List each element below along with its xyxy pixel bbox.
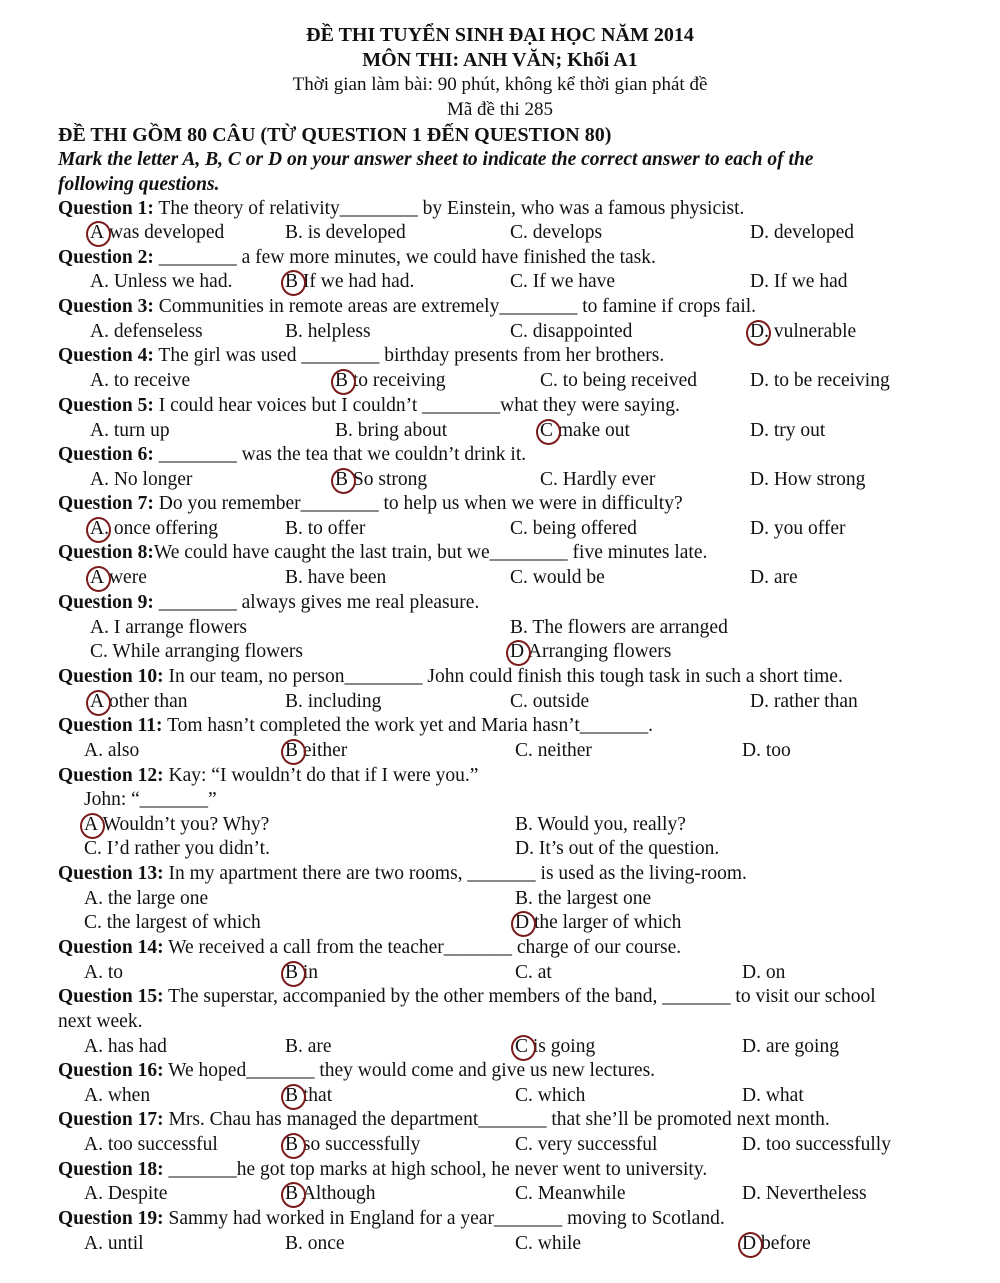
question-label: Question 10: <box>58 666 164 687</box>
option-text: is going <box>528 1036 596 1057</box>
option-text: too successful <box>102 1134 218 1155</box>
option-letter: D. <box>742 1036 761 1057</box>
option-text: either <box>298 740 348 761</box>
answer-option-d[interactable] <box>750 270 847 294</box>
option-text: are going <box>760 1036 839 1057</box>
question-text: ________ a few more minutes, we could have finished the task. <box>153 247 656 268</box>
option-letter: A. <box>84 1134 103 1155</box>
option-text: too <box>760 740 791 761</box>
question-text: In my apartment there are two rooms, _______ is used as the living-room. <box>163 863 747 884</box>
option-text: the largest one <box>532 888 652 909</box>
answer-option-b[interactable] <box>335 369 445 393</box>
circled-answer-letter: B <box>285 271 299 292</box>
option-text: to receive <box>108 370 191 391</box>
answer-option-d[interactable] <box>742 961 785 985</box>
circled-answer-letter: D <box>515 912 530 933</box>
answer-option-d[interactable] <box>750 566 798 590</box>
answer-option-a[interactable] <box>90 270 232 294</box>
question-stem <box>58 1059 655 1083</box>
answer-option-c[interactable] <box>515 1232 581 1256</box>
answer-option-a[interactable] <box>84 1232 144 1256</box>
option-text: are <box>768 567 798 588</box>
option-letter: C. <box>90 641 108 662</box>
option-letter: C. <box>84 912 102 933</box>
instruction-line-1: Mark the letter A, B, C or D on your answer sheet to indicate the correct answer to each of the <box>58 149 814 170</box>
option-text: The flowers are arranged <box>527 617 728 638</box>
question-label: Question 15: <box>58 986 164 1007</box>
option-text: so successfully <box>298 1134 421 1155</box>
question-text: Sammy had worked in England for a year_______ moving to Scotland. <box>163 1208 725 1229</box>
option-letter: C. <box>510 691 528 712</box>
option-letter: D. <box>750 222 769 243</box>
exam-title: ĐỀ THI TUYỂN SINH ĐẠI HỌC NĂM 2014 <box>306 24 694 46</box>
option-text: very successful <box>532 1134 658 1155</box>
option-text: which <box>532 1085 586 1106</box>
option-text: Despite <box>102 1183 168 1204</box>
question-label: Question 11: <box>58 715 163 736</box>
option-text: defenseless <box>108 321 203 342</box>
option-letter: C. <box>540 370 558 391</box>
option-text: neither <box>532 740 592 761</box>
option-letter: A. <box>84 962 103 983</box>
option-letter: D. <box>750 518 769 539</box>
option-letter: D. <box>742 1183 761 1204</box>
option-text: you offer <box>768 518 846 539</box>
option-letter: C. <box>510 518 528 539</box>
answer-option-a[interactable] <box>84 1035 167 1059</box>
answer-option-d[interactable] <box>742 1035 839 1059</box>
answer-option-b[interactable] <box>285 961 318 985</box>
question-text: ________ always gives me real pleasure. <box>153 592 480 613</box>
question-stem <box>58 1158 707 1182</box>
option-letter: B. <box>510 617 528 638</box>
answer-option-d[interactable] <box>750 468 865 492</box>
option-letter: A. <box>84 740 103 761</box>
option-text: If we had had. <box>298 271 415 292</box>
option-letter: C. <box>540 469 558 490</box>
answer-option-d[interactable] <box>750 517 846 541</box>
question-stem <box>58 714 653 738</box>
option-text: to offer <box>302 518 366 539</box>
answer-option-a[interactable] <box>90 566 147 590</box>
answer-option-a[interactable] <box>90 517 218 541</box>
question-label: Question 8: <box>58 542 154 563</box>
question-text: Communities in remote areas are extremely________ to famine if crops fail. <box>153 296 757 317</box>
answer-option-d[interactable] <box>742 1182 867 1206</box>
question-label: Question 18: <box>58 1159 164 1180</box>
option-letter: D. <box>750 420 769 441</box>
option-letter: A. <box>90 469 109 490</box>
option-text: turn up <box>108 420 170 441</box>
option-letter: D. <box>742 740 761 761</box>
option-text: the larger of which <box>529 912 682 933</box>
answer-option-d[interactable] <box>742 739 791 763</box>
option-letter: C. <box>515 962 533 983</box>
question-label: Question 12: <box>58 765 164 786</box>
option-text: has had <box>102 1036 167 1057</box>
option-letter: A. <box>84 888 103 909</box>
option-text: once <box>302 1233 345 1254</box>
option-letter: B. <box>285 1233 303 1254</box>
option-text: have been <box>302 567 387 588</box>
answer-option-b[interactable] <box>285 739 347 763</box>
answer-option-c[interactable] <box>84 911 261 935</box>
instruction-line-2: following questions. <box>58 174 220 195</box>
circled-answer-letter: B <box>335 370 349 391</box>
question-label: Question 7: <box>58 493 154 514</box>
question-text: Kay: “I wouldn’t do that if I were you.” <box>163 765 479 786</box>
question-stem <box>58 197 744 221</box>
option-text: developed <box>768 222 854 243</box>
option-text: outside <box>527 691 590 712</box>
exam-duration: Thời gian làm bài: 90 phút, không kể thời gian phát đề <box>292 74 708 95</box>
option-text: too successfully <box>760 1134 891 1155</box>
option-letter: C. <box>515 740 533 761</box>
option-text: Meanwhile <box>532 1183 626 1204</box>
option-letter: C. <box>510 321 528 342</box>
option-text: what <box>760 1085 804 1106</box>
option-text: Would you, really? <box>532 814 686 835</box>
option-text: helpless <box>302 321 371 342</box>
option-text: disappointed <box>527 321 633 342</box>
circled-answer-letter: D <box>742 1233 757 1254</box>
option-text: until <box>102 1233 144 1254</box>
option-letter: A. <box>84 1233 103 1254</box>
circled-answer-letter: D <box>750 321 765 342</box>
option-letter: B. <box>515 814 533 835</box>
option-text: develops <box>527 222 603 243</box>
answer-option-d[interactable] <box>510 640 671 664</box>
option-letter: B. <box>335 420 353 441</box>
question-stem <box>58 394 680 418</box>
option-letter: A. <box>84 1183 103 1204</box>
answer-option-c[interactable] <box>515 1182 626 1206</box>
option-text: While arranging flowers <box>107 641 304 662</box>
circled-answer-letter: A <box>84 814 99 835</box>
circled-answer-letter: B <box>285 962 299 983</box>
option-letter: D. <box>742 962 761 983</box>
answer-option-a[interactable] <box>84 1084 150 1108</box>
answer-option-a[interactable] <box>90 419 170 443</box>
answer-option-c[interactable] <box>515 739 592 763</box>
option-text: is developed <box>302 222 406 243</box>
question-continuation: next week. <box>58 1011 143 1032</box>
answer-option-c[interactable] <box>515 1133 657 1157</box>
option-letter: D. <box>750 370 769 391</box>
answer-option-b[interactable] <box>285 566 386 590</box>
option-text: when <box>102 1085 151 1106</box>
option-text: to being received <box>557 370 698 391</box>
answer-option-d[interactable] <box>742 1084 804 1108</box>
option-letter: D. <box>750 271 769 292</box>
option-text: bring about <box>352 420 448 441</box>
answer-option-b[interactable] <box>285 1084 332 1108</box>
option-text: How strong <box>768 469 866 490</box>
answer-option-a[interactable] <box>84 1182 167 1206</box>
option-letter: C. <box>510 271 528 292</box>
option-letter: D. <box>742 1085 761 1106</box>
exam-subject: MÔN THI: ANH VĂN; Khối A1 <box>362 49 638 71</box>
option-letter: C. <box>510 567 528 588</box>
option-text: while <box>532 1233 582 1254</box>
answer-option-d[interactable] <box>750 320 856 344</box>
answer-option-b[interactable] <box>285 270 414 294</box>
option-text: Wouldn’t you? Why? <box>98 814 270 835</box>
question-stem <box>58 443 526 467</box>
question-label: Question 3: <box>58 296 154 317</box>
option-text: Unless we had. <box>108 271 233 292</box>
question-stem <box>58 665 843 689</box>
option-text: I’d rather you didn’t. <box>101 838 270 859</box>
option-letter: D. <box>742 1134 761 1155</box>
question-stem <box>58 591 479 615</box>
answer-option-b[interactable] <box>335 468 427 492</box>
question-text: Mrs. Chau has managed the department_______ that she’ll be promoted next month. <box>163 1109 830 1130</box>
circled-answer-letter: A <box>90 222 105 243</box>
option-text: also <box>102 740 140 761</box>
question-text: We received a call from the teacher_______ charge of our course. <box>163 937 682 958</box>
answer-option-d[interactable] <box>515 911 681 935</box>
option-letter: C. <box>515 1085 533 1106</box>
option-text: that <box>298 1085 333 1106</box>
question-text: We hoped_______ they would come and give us new lectures. <box>163 1060 656 1081</box>
option-text: I arrange flowers <box>108 617 248 638</box>
circled-answer-letter: D <box>510 641 525 662</box>
circled-answer-letter: B <box>285 1183 299 1204</box>
option-text: Although <box>298 1183 376 1204</box>
question-text: I could hear voices but I couldn’t ________what they were saying. <box>153 395 680 416</box>
question-label: Question 17: <box>58 1109 164 1130</box>
answer-option-d[interactable] <box>750 690 858 714</box>
option-text: If we had <box>768 271 848 292</box>
option-text: being offered <box>527 518 637 539</box>
question-stem <box>58 344 664 368</box>
circled-answer-letter: B <box>285 1134 299 1155</box>
answer-option-b[interactable] <box>285 1035 332 1059</box>
option-text: rather than <box>768 691 858 712</box>
question-stem <box>58 764 478 788</box>
answer-option-c[interactable] <box>540 468 655 492</box>
option-letter: B. <box>285 691 303 712</box>
circled-answer-letter: C <box>540 420 554 441</box>
question-stem <box>58 492 683 516</box>
option-letter: A. <box>84 1036 103 1057</box>
question-text: The superstar, accompanied by the other members of the band, _______ to visit our school <box>163 986 876 1007</box>
answer-option-a[interactable] <box>90 320 203 344</box>
answer-option-a[interactable] <box>90 369 190 393</box>
answer-option-a[interactable] <box>84 739 139 763</box>
question-stem <box>58 246 656 270</box>
option-text: before <box>756 1233 811 1254</box>
circled-answer-letter: B <box>285 1085 299 1106</box>
question-label: Question 6: <box>58 444 154 465</box>
question-label: Question 2: <box>58 247 154 268</box>
answer-option-d[interactable] <box>742 1232 811 1256</box>
option-letter: C. <box>515 1233 533 1254</box>
option-text: on <box>760 962 786 983</box>
circled-answer-letter: A <box>90 518 105 539</box>
option-letter: C. <box>515 1134 533 1155</box>
option-text: the largest of which <box>101 912 261 933</box>
option-text: the large one <box>102 888 209 909</box>
answer-option-c[interactable] <box>515 1084 585 1108</box>
question-label: Question 19: <box>58 1208 164 1229</box>
answer-option-a[interactable] <box>84 887 208 911</box>
answer-option-c[interactable] <box>90 640 303 664</box>
option-text: to <box>102 962 124 983</box>
answer-option-d[interactable] <box>742 1133 891 1157</box>
answer-option-c[interactable] <box>510 320 632 344</box>
option-letter: B. <box>285 321 303 342</box>
answer-option-c[interactable] <box>515 1035 595 1059</box>
option-text: It’s out of the question. <box>533 838 720 859</box>
option-text: were <box>104 567 147 588</box>
question-label: Question 5: <box>58 395 154 416</box>
question-stem <box>58 295 756 319</box>
option-text: including <box>302 691 382 712</box>
option-text: . vulnerable <box>764 321 857 342</box>
option-letter: C. <box>84 838 102 859</box>
answer-option-c[interactable] <box>515 961 552 985</box>
option-text: Arranging flowers <box>524 641 672 662</box>
exam-code: Mã đề thi 285 <box>446 99 554 120</box>
option-text: If we have <box>527 271 616 292</box>
answer-option-b[interactable] <box>510 616 728 640</box>
question-stem <box>58 541 707 565</box>
option-text: So strong <box>348 469 428 490</box>
question-label: Question 14: <box>58 937 164 958</box>
answer-option-c[interactable] <box>84 837 270 861</box>
option-text: at <box>532 962 552 983</box>
option-letter: A. <box>90 370 109 391</box>
answer-option-b[interactable] <box>285 1232 345 1256</box>
answer-option-a[interactable] <box>90 616 247 640</box>
question-stem <box>58 862 747 886</box>
option-text: in <box>298 962 319 983</box>
option-letter: C. <box>510 222 528 243</box>
option-letter: D. <box>750 691 769 712</box>
circled-answer-letter: A <box>90 691 105 712</box>
answer-option-b[interactable] <box>515 813 686 837</box>
circled-answer-letter: B <box>335 469 349 490</box>
question-stem <box>58 985 876 1009</box>
question-stem <box>58 1207 725 1231</box>
question-label: Question 16: <box>58 1060 164 1081</box>
answer-option-b[interactable] <box>285 1182 375 1206</box>
answer-option-c[interactable] <box>510 517 637 541</box>
answer-option-b[interactable] <box>335 419 447 443</box>
option-letter: A. <box>90 420 109 441</box>
answer-option-b[interactable] <box>285 517 365 541</box>
answer-option-d[interactable] <box>515 837 719 861</box>
question-label: Question 1: <box>58 198 154 219</box>
answer-option-c[interactable] <box>510 270 615 294</box>
option-letter: A. <box>90 617 109 638</box>
option-text: to receiving <box>348 370 446 391</box>
option-text: are <box>302 1036 332 1057</box>
answer-option-b[interactable] <box>285 221 406 245</box>
question-text: Do you remember________ to help us when we were in difficulty? <box>153 493 683 514</box>
question-stem <box>58 936 681 960</box>
answer-option-c[interactable] <box>510 221 602 245</box>
answer-option-b[interactable] <box>285 690 381 714</box>
option-text: other than <box>104 691 188 712</box>
option-text: was developed <box>104 222 225 243</box>
answer-option-b[interactable] <box>285 320 371 344</box>
option-letter: B. <box>285 222 303 243</box>
circled-answer-letter: B <box>285 740 299 761</box>
question-text: ________ was the tea that we couldn’t drink it. <box>153 444 527 465</box>
question-stem <box>58 1108 830 1132</box>
question-label: Question 9: <box>58 592 154 613</box>
answer-option-a[interactable] <box>90 468 192 492</box>
answer-option-a[interactable] <box>84 813 269 837</box>
question-label: Question 4: <box>58 345 154 366</box>
answer-option-b[interactable] <box>515 887 651 911</box>
exam-scope: ĐỀ THI GỒM 80 CÂU (TỪ QUESTION 1 ĐẾN QUESTION 80) <box>58 124 612 146</box>
option-text: would be <box>527 567 605 588</box>
answer-option-d[interactable] <box>750 419 825 443</box>
circled-answer-letter: C <box>515 1036 529 1057</box>
answer-option-a[interactable] <box>84 961 123 985</box>
option-letter: B. <box>515 888 533 909</box>
dialogue-line: John: “_______” <box>84 789 217 810</box>
option-text: make out <box>553 420 630 441</box>
option-text: . once offering <box>104 518 218 539</box>
answer-option-b[interactable] <box>285 1133 420 1157</box>
option-letter: A. <box>90 321 109 342</box>
answer-option-a[interactable] <box>90 690 187 714</box>
option-letter: C. <box>515 1183 533 1204</box>
option-text: try out <box>768 420 826 441</box>
answer-option-a[interactable] <box>90 221 224 245</box>
answer-option-c[interactable] <box>540 369 697 393</box>
question-text: Tom hasn’t completed the work yet and Maria hasn’t_______. <box>162 715 653 736</box>
question-text: _______he got top marks at high school, he never went to university. <box>163 1159 708 1180</box>
question-text: In our team, no person________ John could finish this tough task in such a short time. <box>163 666 843 687</box>
answer-option-c[interactable] <box>510 690 589 714</box>
option-text: Nevertheless <box>760 1183 867 1204</box>
option-letter: B. <box>285 1036 303 1057</box>
answer-option-d[interactable] <box>750 221 854 245</box>
option-letter: D. <box>515 838 534 859</box>
circled-answer-letter: A <box>90 567 105 588</box>
answer-option-c[interactable] <box>540 419 630 443</box>
option-letter: D. <box>750 469 769 490</box>
option-text: to be receiving <box>768 370 890 391</box>
option-text: No longer <box>108 469 193 490</box>
option-text: Hardly ever <box>557 469 656 490</box>
answer-option-a[interactable] <box>84 1133 218 1157</box>
question-text: We could have caught the last train, but we________ five minutes late. <box>153 542 708 563</box>
option-letter: B. <box>285 518 303 539</box>
option-letter: A. <box>84 1085 103 1106</box>
question-label: Question 13: <box>58 863 164 884</box>
answer-option-d[interactable] <box>750 369 890 393</box>
option-letter: B. <box>285 567 303 588</box>
question-text: The theory of relativity________ by Einstein, who was a famous physicist. <box>153 198 745 219</box>
answer-option-c[interactable] <box>510 566 605 590</box>
question-text: The girl was used ________ birthday presents from her brothers. <box>153 345 665 366</box>
option-letter: D. <box>750 567 769 588</box>
option-letter: A. <box>90 271 109 292</box>
